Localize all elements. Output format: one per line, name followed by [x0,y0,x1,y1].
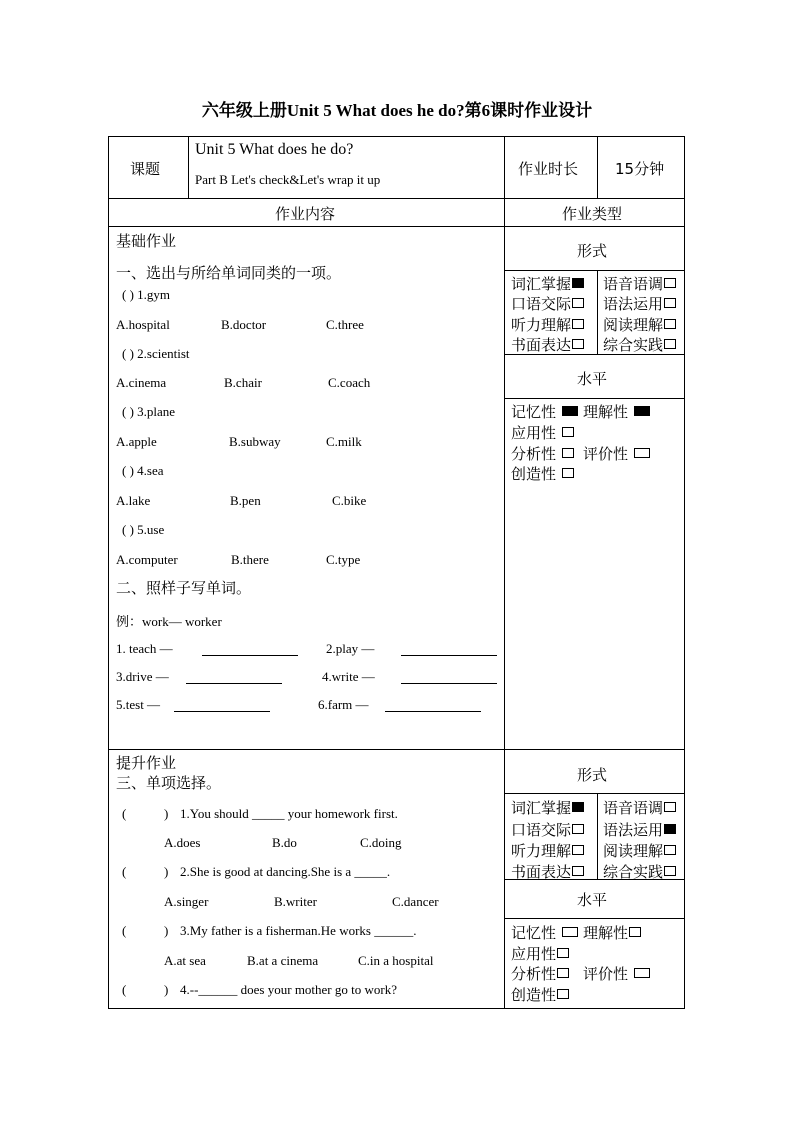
option: C.milk [326,434,362,449]
checkbox[interactable] [629,927,641,937]
form-option: 语法运用 [603,293,676,314]
option: C.in a hospital [358,953,434,968]
option: B.do [272,835,297,850]
option: A.does [164,835,201,850]
form-option: 词汇掌握 [511,273,584,294]
checkbox[interactable] [664,319,676,329]
level-label: 水平 [577,370,608,388]
word-item: 4.write — [322,669,375,684]
checkbox[interactable] [572,802,584,812]
section2-example: 例：work— worker [116,614,222,629]
checkbox[interactable] [634,968,650,978]
option: A.at sea [164,953,206,968]
content-label: 作业内容 [275,205,336,223]
word-item: 2.play — [326,641,375,656]
form-option: 书面表达 [511,334,584,355]
level-option: 理解性 [583,922,641,943]
form-option: 口语交际 [511,293,584,314]
form-option: 词汇掌握 [511,797,584,818]
answer-blank[interactable] [202,655,298,656]
word-item: 1. teach — [116,641,173,656]
level-option: 评价性 [583,963,650,984]
checkbox[interactable] [664,802,676,812]
paren-close: ) [164,864,169,879]
form-label: 形式 [577,766,608,784]
option: B.writer [274,894,317,909]
question: 3.My father is a fisherman.He works ______. [180,923,417,938]
level-option: 理解性 [583,401,650,422]
checkbox[interactable] [562,468,574,478]
type-label: 作业类型 [562,205,623,223]
option: C.type [326,552,361,567]
answer-blank[interactable] [174,711,270,712]
checkbox[interactable] [572,824,584,834]
level-option: 记忆性 [511,922,578,943]
question: ( ) 5.use [122,522,165,537]
level-option: 应用性 [511,422,574,443]
checkbox[interactable] [562,406,578,416]
form-option: 阅读理解 [603,314,676,335]
option: B.doctor [221,317,267,332]
topic-title: Unit 5 What does he do? [195,141,354,158]
answer-blank[interactable] [401,683,497,684]
question: ( ) 3.plane [122,404,176,419]
form-option: 语音语调 [603,797,676,818]
paren-open: ( [122,923,127,938]
paren-close: ) [164,806,169,821]
section1-title: 一、选出与所给单词同类的一项。 [116,264,342,282]
option: C.dancer [392,894,439,909]
paren-open: ( [122,982,127,997]
answer-blank[interactable] [401,655,497,656]
advanced-heading: 提升作业 [116,754,177,772]
form-option: 语法运用 [603,819,676,840]
duration-value: 15分钟 [615,160,665,178]
topic-label: 课题 [130,160,161,178]
checkbox[interactable] [664,278,676,288]
option: A.apple [116,434,157,449]
word-item: 3.drive — [116,669,169,684]
form-option: 阅读理解 [603,840,676,861]
answer-blank[interactable] [385,711,481,712]
answer-blank[interactable] [186,683,282,684]
section2-title: 二、照样子写单词。 [116,579,252,597]
option: B.there [231,552,269,567]
checkbox[interactable] [562,927,578,937]
checkbox[interactable] [572,866,584,876]
checkbox[interactable] [572,278,584,288]
word-item: 5.test — [116,697,161,712]
form-option: 口语交际 [511,819,584,840]
form-option: 听力理解 [511,840,584,861]
option: C.bike [332,493,367,508]
section3-title: 三、单项选择。 [116,774,222,792]
checkbox[interactable] [557,948,569,958]
level-option: 创造性 [511,984,569,1005]
question: 4.--______ does your mother go to work? [180,982,397,997]
level-option: 分析性 [511,443,574,464]
question: 1.You should _____ your homework first. [180,806,398,821]
option: B.at a cinema [247,953,319,968]
level-option: 记忆性 [511,401,578,422]
duration-label: 作业时长 [518,160,579,178]
paren-close: ) [164,982,169,997]
checkbox[interactable] [572,298,584,308]
level-label: 水平 [577,891,608,909]
option: C.three [326,317,364,332]
question: 2.She is good at dancing.She is a _____. [180,864,391,879]
checkbox[interactable] [664,339,676,349]
page-title: 六年级上册Unit 5 What does he do?第6课时作业设计 [201,101,593,120]
form-option: 语音语调 [603,273,676,294]
option: A.cinema [116,375,167,390]
level-option: 创造性 [511,463,574,484]
form-label: 形式 [577,242,608,260]
option: A.computer [116,552,178,567]
paren-close: ) [164,923,169,938]
level-option: 分析性 [511,963,569,984]
question: ( ) 4.sea [122,463,164,478]
form-option: 综合实践 [603,334,676,355]
form-option: 书面表达 [511,861,584,882]
option: A.hospital [116,317,170,332]
checkbox[interactable] [664,866,676,876]
checkbox[interactable] [572,319,584,329]
checkbox[interactable] [664,845,676,855]
question: ( ) 1.gym [122,287,171,302]
option: A.singer [164,894,209,909]
checkbox[interactable] [562,448,574,458]
checkbox[interactable] [557,968,569,978]
option: C.doing [360,835,402,850]
paren-open: ( [122,864,127,879]
form-option: 听力理解 [511,314,584,335]
level-option: 应用性 [511,943,569,964]
checkbox[interactable] [572,339,584,349]
checkbox[interactable] [562,427,574,437]
checkbox[interactable] [664,298,676,308]
option: B.chair [224,375,262,390]
paren-open: ( [122,806,127,821]
level-option: 评价性 [583,443,650,464]
checkbox[interactable] [572,845,584,855]
word-item: 6.farm — [318,697,369,712]
basic-heading: 基础作业 [116,232,177,250]
checkbox[interactable] [664,824,676,834]
checkbox[interactable] [557,989,569,999]
checkbox[interactable] [634,406,650,416]
option: C.coach [328,375,371,390]
checkbox[interactable] [634,448,650,458]
topic-subtitle: Part B Let's check&Let's wrap it up [195,172,381,187]
question: ( ) 2.scientist [122,346,190,361]
option: B.pen [230,493,261,508]
option: B.subway [229,434,281,449]
form-option: 综合实践 [603,861,676,882]
option: A.lake [116,493,151,508]
